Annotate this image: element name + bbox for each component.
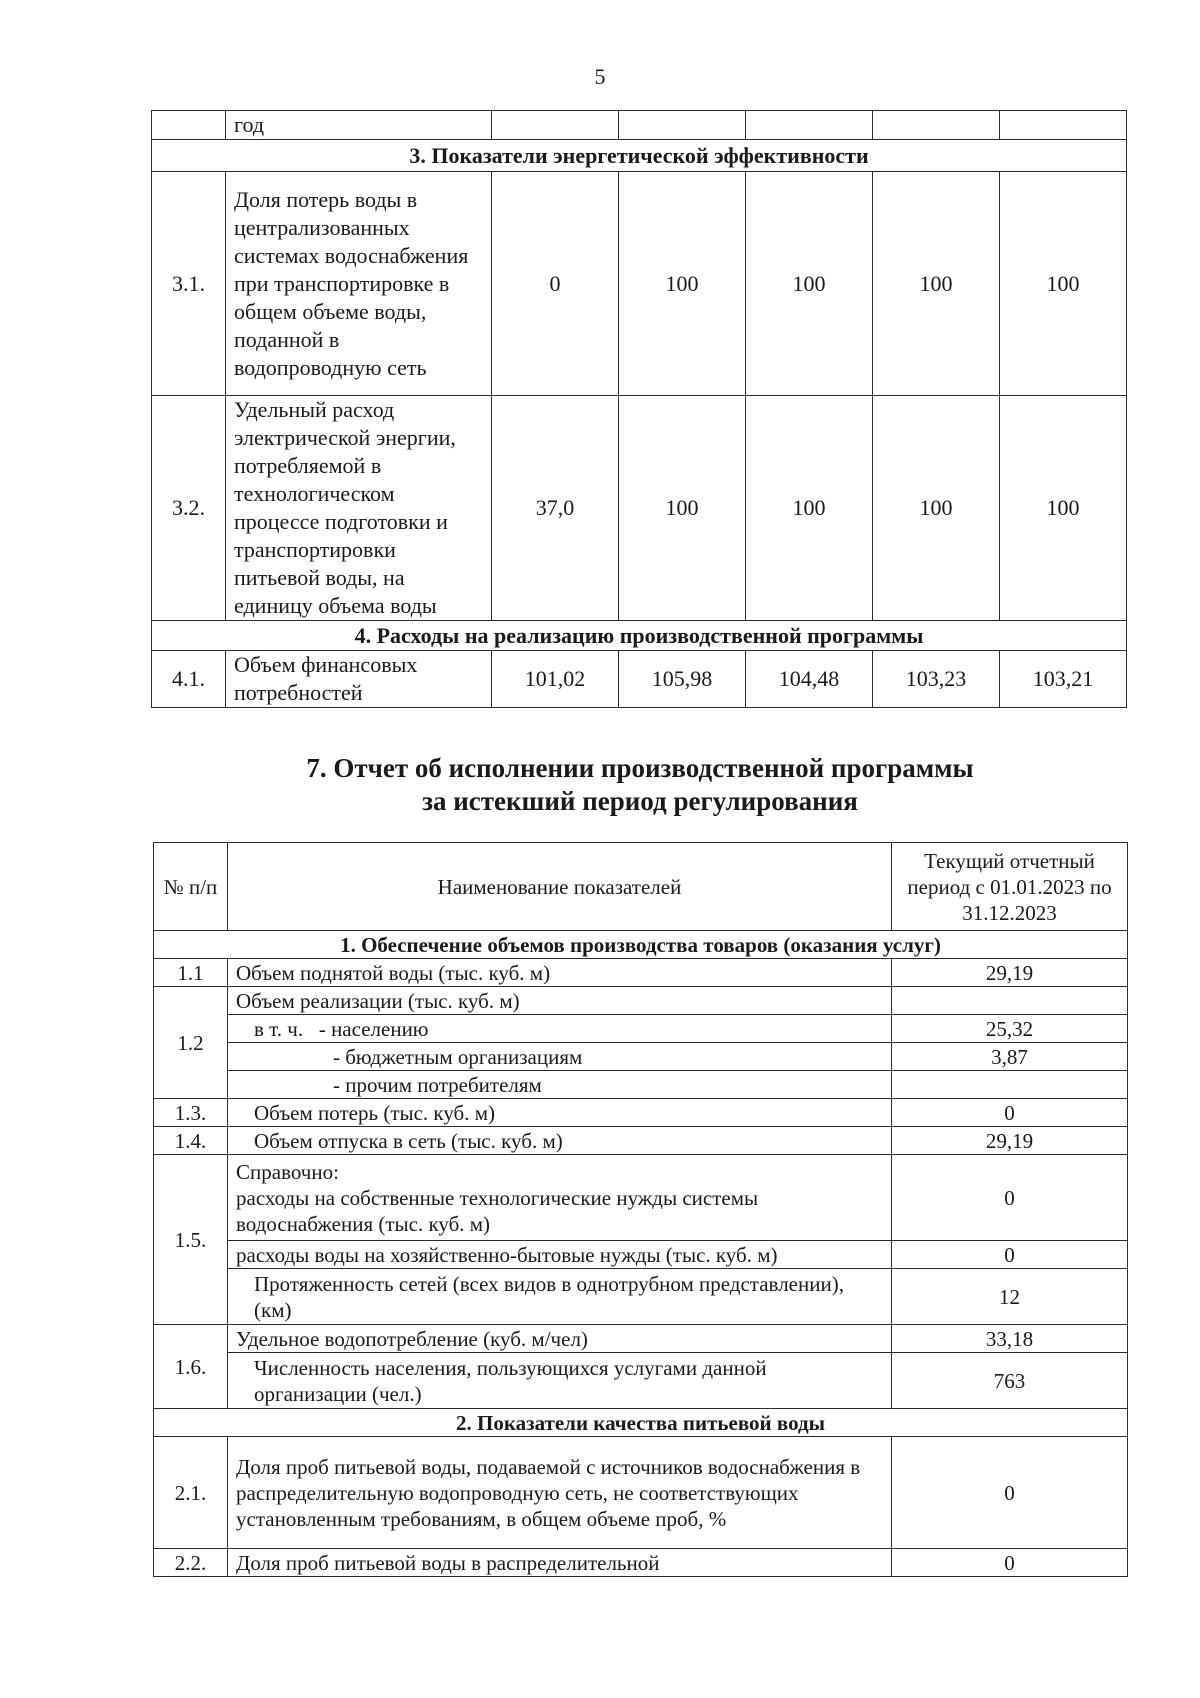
section-title: 1. Обеспечение объемов производства товаров (оказания услуг) xyxy=(154,931,1128,959)
reference-label: Справочно: xyxy=(236,1159,339,1184)
table-row xyxy=(152,111,1127,140)
report-heading-line-1: 7. Отчет об исполнении производственной программы xyxy=(306,753,974,783)
section-row xyxy=(154,931,1128,959)
row-number: 1.2 xyxy=(154,987,228,1099)
indicator-name: Доля проб питьевой воды в распределительной xyxy=(228,1549,892,1577)
row-number: 1.5. xyxy=(154,1155,228,1325)
value-cell xyxy=(892,987,1128,1015)
table-row xyxy=(154,1437,1128,1549)
value-cell: 100 xyxy=(746,172,873,396)
row-label: год xyxy=(226,111,492,140)
row-number: 2.2. xyxy=(154,1549,228,1577)
sub-indicator: - бюджетным организациям xyxy=(228,1043,892,1071)
indicator-name: Доля потерь воды в централизованных системах водоснабжения при транспортировке в общем объеме воды, поданной в водопроводную сеть xyxy=(226,172,492,396)
value-cell: 100 xyxy=(619,396,746,621)
section-row xyxy=(154,1409,1128,1437)
row-number: 1.6. xyxy=(154,1325,228,1409)
value-cell: 0 xyxy=(892,1155,1128,1241)
table-row xyxy=(154,987,1128,1015)
sub-indicator-name: - населению xyxy=(318,1016,429,1041)
value-cell: 33,18 xyxy=(892,1325,1128,1353)
value-cell: 3,87 xyxy=(892,1043,1128,1071)
value-cell: 0 xyxy=(892,1549,1128,1577)
sub-indicator xyxy=(228,1015,892,1043)
value-cell: 0 xyxy=(892,1099,1128,1127)
header-name: Наименование показателей xyxy=(228,843,892,931)
value-cell: 37,0 xyxy=(492,396,619,621)
table-row xyxy=(154,1015,1128,1043)
value-cell: 104,48 xyxy=(746,651,873,708)
indicator-name: Протяженность сетей (всех видов в однотрубном представлении), (км) xyxy=(228,1269,892,1325)
indicator-name: Удельное водопотребление (куб. м/чел) xyxy=(228,1325,892,1353)
value-cell: 101,02 xyxy=(492,651,619,708)
value-cell: 105,98 xyxy=(619,651,746,708)
indicators-table xyxy=(151,110,1127,708)
value-cell: 29,19 xyxy=(892,959,1128,987)
section-row xyxy=(152,140,1127,172)
table-row xyxy=(154,1241,1128,1269)
table-row xyxy=(154,1043,1128,1071)
row-number: 1.3. xyxy=(154,1099,228,1127)
row-number: 3.2. xyxy=(152,396,226,621)
reference-text: расходы на собственные технологические нужды системы водоснабжения (тыс. куб. м) xyxy=(236,1185,759,1236)
section-title: 2. Показатели качества питьевой воды xyxy=(154,1409,1128,1437)
table-row xyxy=(154,1071,1128,1099)
row-number: 1.4. xyxy=(154,1127,228,1155)
row-number: 1.1 xyxy=(154,959,228,987)
value-cell: 103,23 xyxy=(873,651,1000,708)
indicator-name: Объем отпуска в сеть (тыс. куб. м) xyxy=(228,1127,892,1155)
value-cell: 103,21 xyxy=(1000,651,1127,708)
indicator-name: Объем финансовых потребностей xyxy=(226,651,492,708)
value-cell: 100 xyxy=(1000,396,1127,621)
value-cell: 100 xyxy=(1000,172,1127,396)
indicator-name: Объем поднятой воды (тыс. куб. м) xyxy=(228,959,892,987)
indicator-name: Доля проб питьевой воды, подаваемой с источников водоснабжения в распределительную водопроводную сеть, не соответствующих установленным требованиям, в общем объеме проб, % xyxy=(228,1437,892,1549)
table-row xyxy=(154,1549,1128,1577)
table-row xyxy=(154,1127,1128,1155)
indicator-name: Удельный расход электрической энергии, потребляемой в технологическом процессе подготовки и транспортировки питьевой воды, на единицу объема воды xyxy=(226,396,492,621)
header-number: № п/п xyxy=(154,843,228,931)
value-cell: 0 xyxy=(892,1437,1128,1549)
table-row xyxy=(154,1353,1128,1409)
value-cell: 100 xyxy=(619,172,746,396)
sub-indicator: - прочим потребителям xyxy=(228,1071,892,1099)
indicator-name: Численность населения, пользующихся услугами данной организации (чел.) xyxy=(228,1353,892,1409)
table-row xyxy=(152,172,1127,396)
table-row xyxy=(152,396,1127,621)
report-table xyxy=(153,842,1128,1577)
table-row xyxy=(154,1099,1128,1127)
indicator-name: Объем реализации (тыс. куб. м) xyxy=(228,987,892,1015)
report-heading-line-2: за истекший период регулирования xyxy=(422,786,858,816)
table-row xyxy=(152,651,1127,708)
value-cell: 0 xyxy=(492,172,619,396)
section-title: 3. Показатели энергетической эффективности xyxy=(152,140,1127,172)
value-cell: 100 xyxy=(746,396,873,621)
indicator-name: расходы воды на хозяйственно-бытовые нужды (тыс. куб. м) xyxy=(228,1241,892,1269)
value-cell: 763 xyxy=(892,1353,1128,1409)
section-title: 4. Расходы на реализацию производственной программы xyxy=(152,621,1127,651)
value-cell: 12 xyxy=(892,1269,1128,1325)
value-cell: 100 xyxy=(873,396,1000,621)
header-row xyxy=(154,843,1128,931)
section-row xyxy=(152,621,1127,651)
table-row xyxy=(154,1269,1128,1325)
indicator-name xyxy=(228,1155,892,1241)
value-cell: 29,19 xyxy=(892,1127,1128,1155)
row-number: 2.1. xyxy=(154,1437,228,1549)
value-cell: 25,32 xyxy=(892,1015,1128,1043)
value-cell: 100 xyxy=(873,172,1000,396)
table-row xyxy=(154,959,1128,987)
row-number: 4.1. xyxy=(152,651,226,708)
sub-prefix: в т. ч. xyxy=(254,1016,304,1041)
table-row xyxy=(154,1325,1128,1353)
report-heading xyxy=(0,752,1200,818)
indicator-name: Объем потерь (тыс. куб. м) xyxy=(228,1099,892,1127)
table-row xyxy=(154,1155,1128,1241)
header-period: Текущий отчетный период с 01.01.2023 по 31.12.2023 xyxy=(892,843,1128,931)
value-cell: 0 xyxy=(892,1241,1128,1269)
value-cell xyxy=(892,1071,1128,1099)
row-number: 3.1. xyxy=(152,172,226,396)
page-number: 5 xyxy=(594,64,606,89)
